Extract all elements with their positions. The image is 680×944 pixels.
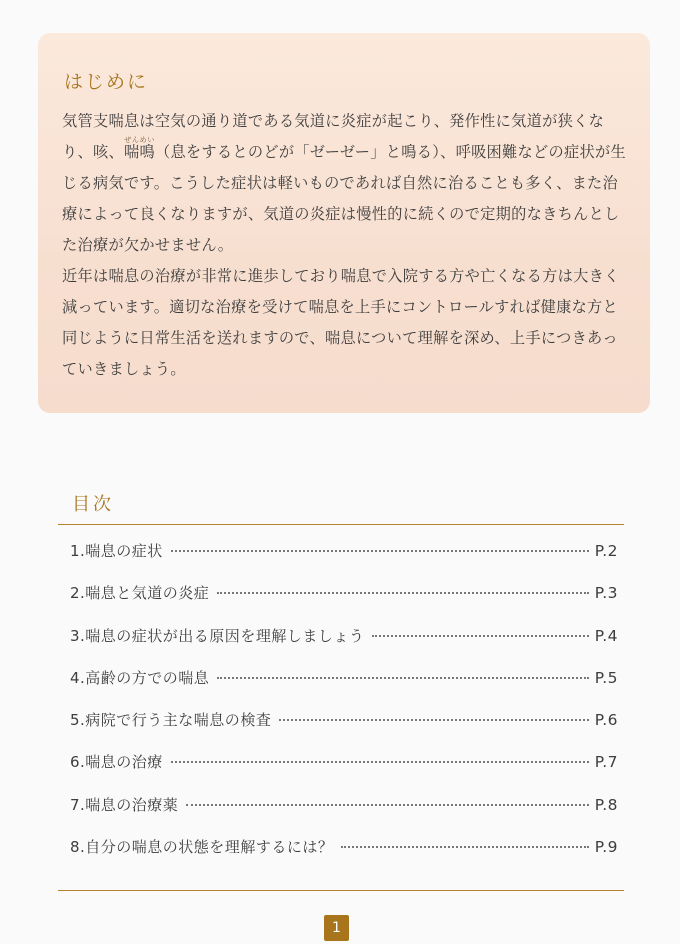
toc-bottom-divider bbox=[58, 890, 624, 891]
toc-item-label: 3.喘息の症状が出る原因を理解しましょう bbox=[70, 626, 365, 645]
introduction-box bbox=[38, 33, 650, 413]
ruby-zen: 喘ぜん bbox=[123, 136, 140, 161]
toc-item-page: P.3 bbox=[594, 584, 618, 603]
dot-leader bbox=[372, 635, 588, 637]
intro-title: はじめに bbox=[64, 71, 149, 93]
toc-item-page: P.2 bbox=[594, 542, 618, 560]
intro-paragraph-2: 近年は喘息の治療が非常に進歩しており喘息で入院する方や亡くなる方は大きく減っています。適切な治療を受けて喘息を上手にコントロールすれば健康な方と同じように日常生活を送れますので、喘息について理解を深め、上手につきあっていきましょう。 bbox=[62, 267, 620, 378]
toc-item-label: 6.喘息の治療 bbox=[70, 753, 163, 772]
dot-leader bbox=[279, 719, 588, 721]
dot-leader bbox=[217, 677, 588, 679]
toc-item-label: 1.喘息の症状 bbox=[70, 542, 163, 560]
toc-item-4[interactable] bbox=[70, 667, 618, 709]
toc-item-label: 7.喘息の治療薬 bbox=[70, 795, 179, 814]
toc-item-page: P.8 bbox=[594, 795, 618, 814]
toc-top-divider bbox=[58, 524, 624, 525]
toc-item-2[interactable] bbox=[70, 582, 618, 624]
toc-item-label: 4.高齢の方での喘息 bbox=[70, 668, 210, 687]
toc-item-1[interactable] bbox=[70, 540, 618, 582]
intro-text-1a: 気管支喘息は空気の通り道である気道に炎症が起こり、発作性に気道が狭くなり、咳、 bbox=[62, 112, 605, 161]
toc-item-5[interactable] bbox=[70, 709, 618, 751]
toc-item-label: 2.喘息と気道の炎症 bbox=[70, 584, 210, 603]
table-of-contents bbox=[70, 540, 618, 878]
toc-item-page: P.4 bbox=[594, 626, 618, 645]
page-number-badge: 1 bbox=[324, 915, 349, 941]
dot-leader bbox=[217, 592, 588, 594]
toc-item-7[interactable] bbox=[70, 794, 618, 836]
dot-leader bbox=[341, 846, 588, 848]
intro-text-1b: （息をするとのどが「ゼーゼー」と鳴る）、呼吸困難などの症状が生じる病気です。こうした症状は軽いものであれば自然に治ることも多く、また治療によって良くなりますが、気道の炎症は慢性的に続くので定期的なきちんとした治療が欠かせません。 bbox=[62, 143, 626, 254]
toc-item-8[interactable] bbox=[70, 836, 618, 878]
toc-title: 目次 bbox=[72, 494, 114, 515]
dot-leader bbox=[171, 761, 589, 763]
toc-item-3[interactable] bbox=[70, 625, 618, 667]
dot-leader bbox=[171, 550, 589, 552]
toc-item-label: 5.病院で行う主な喘息の検査 bbox=[70, 711, 272, 730]
intro-paragraph-1 bbox=[62, 106, 626, 261]
toc-item-6[interactable] bbox=[70, 751, 618, 793]
toc-item-page: P.6 bbox=[594, 711, 618, 730]
toc-item-page: P.7 bbox=[594, 753, 618, 772]
toc-item-label: 8.自分の喘息の状態を理解するには？ bbox=[70, 838, 334, 857]
ruby-mei: 鳴めい bbox=[139, 136, 155, 161]
toc-item-page: P.5 bbox=[594, 668, 618, 687]
toc-item-page: P.9 bbox=[594, 838, 618, 857]
dot-leader bbox=[186, 804, 588, 806]
